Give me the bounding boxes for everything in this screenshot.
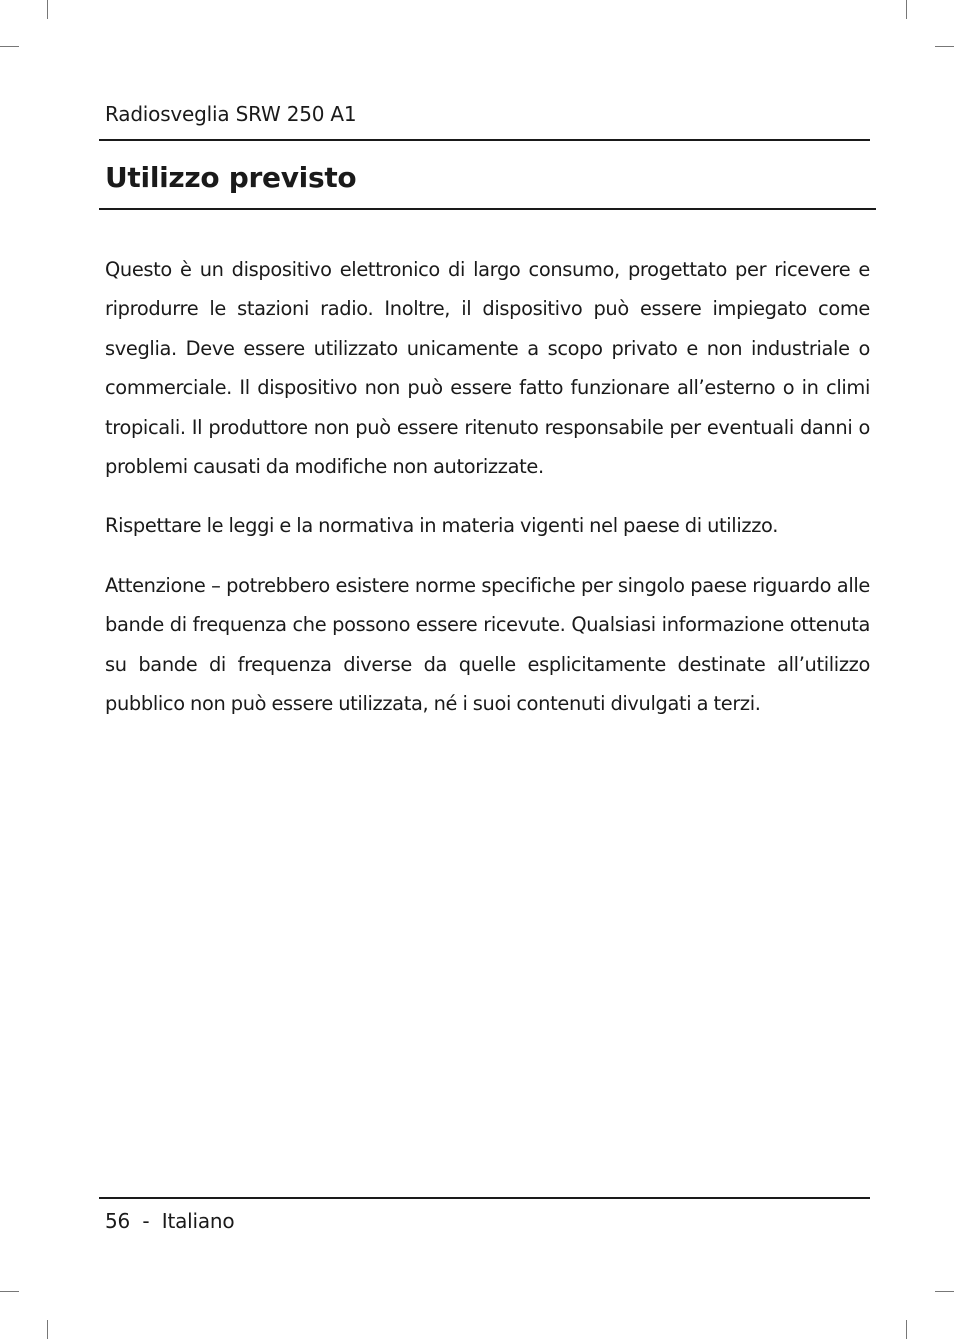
footer-separator: - (142, 1209, 150, 1233)
footer-language: Italiano (161, 1209, 235, 1233)
crop-mark-top-right-horizontal (935, 46, 954, 47)
crop-mark-top-right-vertical (906, 0, 907, 19)
running-header: Radiosveglia SRW 250 A1 (105, 102, 357, 126)
footer-rule (99, 1197, 870, 1199)
paragraph-intended-use: Questo è un dispositivo elettronico di largo consumo, progettato per ricevere e riprodurre le stazioni radio. Inoltre, il dispositivo può essere impiegato come sveglia. Deve essere utilizzato unicamente a scopo privato e non industriale o commerciale. Il dispositivo non può essere fatto funzionare all’esterno o in climi tropicali. Il produttore non può essere ritenuto responsabile per eventuali danni o problemi causati da modifiche non autorizzate. (105, 258, 870, 479)
page-number: 56 (105, 1209, 131, 1233)
body-text (105, 250, 870, 743)
crop-mark-top-left-vertical (47, 0, 48, 19)
crop-mark-bottom-left-vertical (47, 1320, 48, 1339)
crop-mark-bottom-right-vertical (906, 1320, 907, 1339)
header-rule (99, 139, 870, 141)
paragraph-warning: Attenzione – potrebbero esistere norme specifiche per singolo paese riguardo alle bande di frequenza che possono essere ricevute. Qualsiasi informazione ottenuta su bande di frequenza diverse da quelle esplicitamente destinate all’utilizzo pubblico non può essere utilizzata, né i suoi contenuti divulgati a terzi. (105, 573, 870, 716)
title-rule (99, 208, 876, 210)
crop-mark-bottom-right-horizontal (935, 1291, 954, 1292)
section-title: Utilizzo previsto (105, 161, 357, 194)
crop-mark-top-left-horizontal (0, 46, 19, 47)
crop-mark-bottom-left-horizontal (0, 1291, 19, 1292)
page-footer (105, 1208, 234, 1234)
paragraph-laws: Rispettare le leggi e la normativa in materia vigenti nel paese di utilizzo. (105, 514, 779, 538)
